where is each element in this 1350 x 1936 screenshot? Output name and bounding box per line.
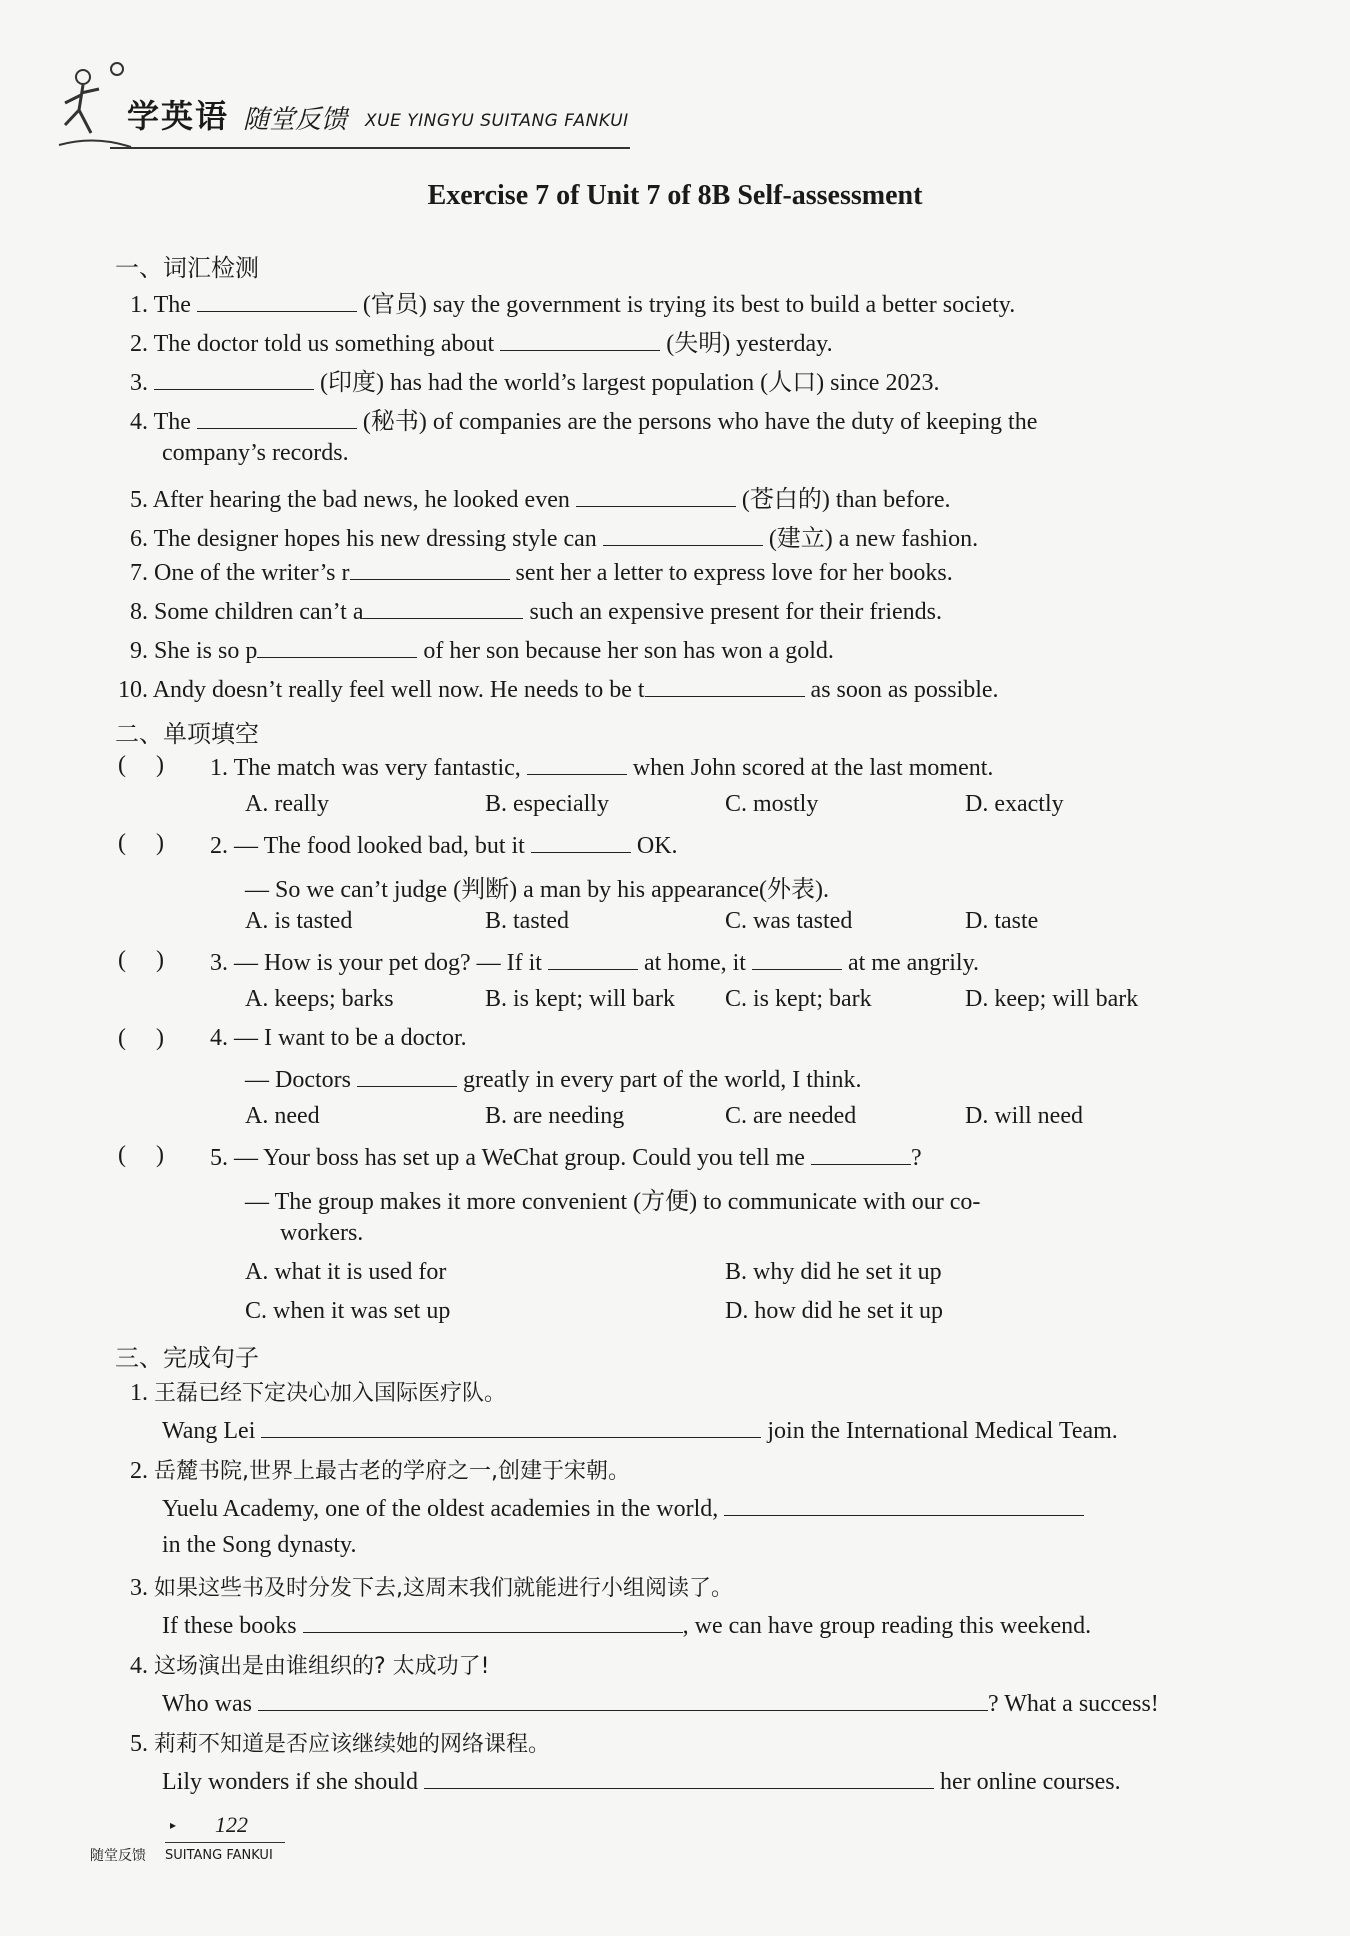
mc-question-line2: — The group makes it more convenient (方便) to communicate with our co- bbox=[245, 1189, 981, 1215]
answer-blank[interactable] bbox=[603, 523, 763, 546]
mc-question: 3. — How is your pet dog? — If it at home, it at me angrily. bbox=[210, 947, 979, 977]
answer-blank[interactable] bbox=[363, 596, 523, 619]
vocab-item: 2. The doctor told us something about (失明) yesterday. bbox=[130, 323, 833, 358]
answer-blank[interactable] bbox=[303, 1610, 683, 1633]
vocab-item: 3. (印度) has had the world’s largest population (人口) since 2023. bbox=[130, 362, 939, 397]
answer-bracket[interactable]: ( ) bbox=[118, 752, 164, 778]
footer-brand: 随堂反馈 bbox=[90, 1848, 146, 1864]
vocab-item: 8. Some children can’t a such an expensive present for their friends. bbox=[130, 596, 942, 626]
option-a[interactable]: A. what it is used for bbox=[245, 1259, 447, 1285]
answer-bracket[interactable]: ( ) bbox=[118, 947, 164, 973]
option-a[interactable]: A. need bbox=[245, 1103, 320, 1129]
sentence-answer-line: Yuelu Academy, one of the oldest academies in the world, bbox=[162, 1493, 1084, 1523]
answer-blank[interactable] bbox=[257, 635, 417, 658]
answer-blank[interactable] bbox=[811, 1142, 911, 1165]
answer-blank[interactable] bbox=[752, 947, 842, 970]
option-c[interactable]: C. mostly bbox=[725, 791, 819, 817]
page-number: 122 bbox=[215, 1812, 248, 1837]
sentence-answer-line: Lily wonders if she should her online courses. bbox=[162, 1766, 1121, 1796]
answer-blank[interactable] bbox=[527, 752, 627, 775]
option-b[interactable]: B. tasted bbox=[485, 908, 569, 934]
vocab-item: 6. The designer hopes his new dressing style can (建立) a new fashion. bbox=[130, 518, 978, 553]
answer-blank[interactable] bbox=[424, 1766, 934, 1789]
mc-question: 2. — The food looked bad, but it OK. bbox=[210, 830, 678, 860]
option-a[interactable]: A. is tasted bbox=[245, 908, 353, 934]
option-b[interactable]: B. are needing bbox=[485, 1103, 625, 1129]
sentence-answer-line: Who was ? What a success! bbox=[162, 1688, 1159, 1718]
option-a[interactable]: A. really bbox=[245, 791, 329, 817]
answer-blank[interactable] bbox=[724, 1493, 1084, 1516]
option-c[interactable]: C. was tasted bbox=[725, 908, 853, 934]
option-d[interactable]: D. will need bbox=[965, 1103, 1083, 1129]
header bbox=[55, 55, 655, 165]
answer-blank[interactable] bbox=[350, 557, 510, 580]
vocab-item: 1. The (官员) say the government is trying its best to build a better society. bbox=[130, 284, 1015, 319]
option-b[interactable]: B. especially bbox=[485, 791, 609, 817]
runner-logo-icon bbox=[55, 55, 135, 155]
brand-title: 学英语 bbox=[127, 97, 230, 135]
footer-brand-pinyin: SUITANG FANKUI bbox=[165, 1848, 273, 1863]
section-heading-vocabulary: 一、词汇检测 bbox=[115, 254, 259, 282]
sentence-prompt-cn: 4. 这场演出是由谁组织的? 太成功了! bbox=[130, 1653, 490, 1679]
answer-blank[interactable] bbox=[500, 328, 660, 351]
vocab-item: 9. She is so p of her son because her son has won a gold. bbox=[130, 635, 834, 665]
section-heading-multiple-choice: 二、单项填空 bbox=[115, 720, 259, 748]
sentence-answer-continuation: in the Song dynasty. bbox=[162, 1532, 357, 1558]
sentence-prompt-cn: 3. 如果这些书及时分发下去,这周末我们就能进行小组阅读了。 bbox=[130, 1575, 733, 1601]
vocab-item-continuation: company’s records. bbox=[162, 440, 349, 466]
option-b[interactable]: B. is kept; will bark bbox=[485, 986, 675, 1012]
page-title: Exercise 7 of Unit 7 of 8B Self-assessment bbox=[427, 180, 923, 211]
sentence-answer-line: If these books , we can have group reading this weekend. bbox=[162, 1610, 1091, 1640]
mc-question-line2: — Doctors greatly in every part of the world, I think. bbox=[245, 1064, 862, 1094]
answer-blank[interactable] bbox=[548, 947, 638, 970]
answer-blank[interactable] bbox=[357, 1064, 457, 1087]
sentence-prompt-cn: 2. 岳麓书院,世界上最古老的学府之一,创建于宋朝。 bbox=[130, 1458, 630, 1484]
sentence-prompt-cn: 1. 王磊已经下定决心加入国际医疗队。 bbox=[130, 1380, 507, 1406]
answer-blank[interactable] bbox=[645, 674, 805, 697]
mc-question-line2: — So we can’t judge (判断) a man by his appearance(外表). bbox=[245, 877, 830, 903]
answer-blank[interactable] bbox=[154, 367, 314, 390]
option-c[interactable]: C. is kept; bark bbox=[725, 986, 872, 1012]
answer-blank[interactable] bbox=[197, 289, 357, 312]
sentence-prompt-cn: 5. 莉莉不知道是否应该继续她的网络课程。 bbox=[130, 1731, 551, 1757]
answer-blank[interactable] bbox=[258, 1688, 988, 1711]
answer-bracket[interactable]: ( ) bbox=[118, 830, 164, 856]
header-rule bbox=[110, 147, 630, 149]
brand-pinyin: XUE YINGYU SUITANG FANKUI bbox=[365, 111, 629, 131]
sentence-answer-line: Wang Lei join the International Medical Team. bbox=[162, 1415, 1118, 1445]
option-d[interactable]: D. taste bbox=[965, 908, 1039, 934]
answer-blank[interactable] bbox=[576, 484, 736, 507]
vocab-item: 4. The (秘书) of companies are the persons who have the duty of keeping the bbox=[130, 401, 1037, 436]
mc-question: 5. — Your boss has set up a WeChat group. Could you tell me ? bbox=[210, 1142, 922, 1172]
answer-bracket[interactable]: ( ) bbox=[118, 1025, 164, 1051]
option-c[interactable]: C. when it was set up bbox=[245, 1298, 451, 1324]
mc-question-line2-continuation: workers. bbox=[280, 1220, 364, 1246]
option-a[interactable]: A. keeps; barks bbox=[245, 986, 394, 1012]
page-marker-icon: ▸ bbox=[170, 1818, 177, 1832]
vocab-item: 10. Andy doesn’t really feel well now. He needs to be t as soon as possible. bbox=[118, 674, 999, 704]
vocab-item: 5. After hearing the bad news, he looked even (苍白的) than before. bbox=[130, 479, 950, 514]
option-b[interactable]: B. why did he set it up bbox=[725, 1259, 942, 1285]
mc-question: 1. The match was very fantastic, when John scored at the last moment. bbox=[210, 752, 993, 782]
option-d[interactable]: D. keep; will bark bbox=[965, 986, 1139, 1012]
mc-question: 4. — I want to be a doctor. bbox=[210, 1025, 467, 1051]
option-d[interactable]: D. how did he set it up bbox=[725, 1298, 943, 1324]
option-d[interactable]: D. exactly bbox=[965, 791, 1064, 817]
section-heading-complete-sentences: 三、完成句子 bbox=[115, 1344, 259, 1372]
answer-blank[interactable] bbox=[197, 406, 357, 429]
answer-blank[interactable] bbox=[531, 830, 631, 853]
answer-bracket[interactable]: ( ) bbox=[118, 1142, 164, 1168]
brand-subtitle: 随堂反馈 bbox=[243, 105, 348, 135]
footer-rule bbox=[165, 1842, 285, 1843]
option-c[interactable]: C. are needed bbox=[725, 1103, 857, 1129]
answer-blank[interactable] bbox=[261, 1415, 761, 1438]
vocab-item: 7. One of the writer’s r sent her a letter to express love for her books. bbox=[130, 557, 953, 587]
